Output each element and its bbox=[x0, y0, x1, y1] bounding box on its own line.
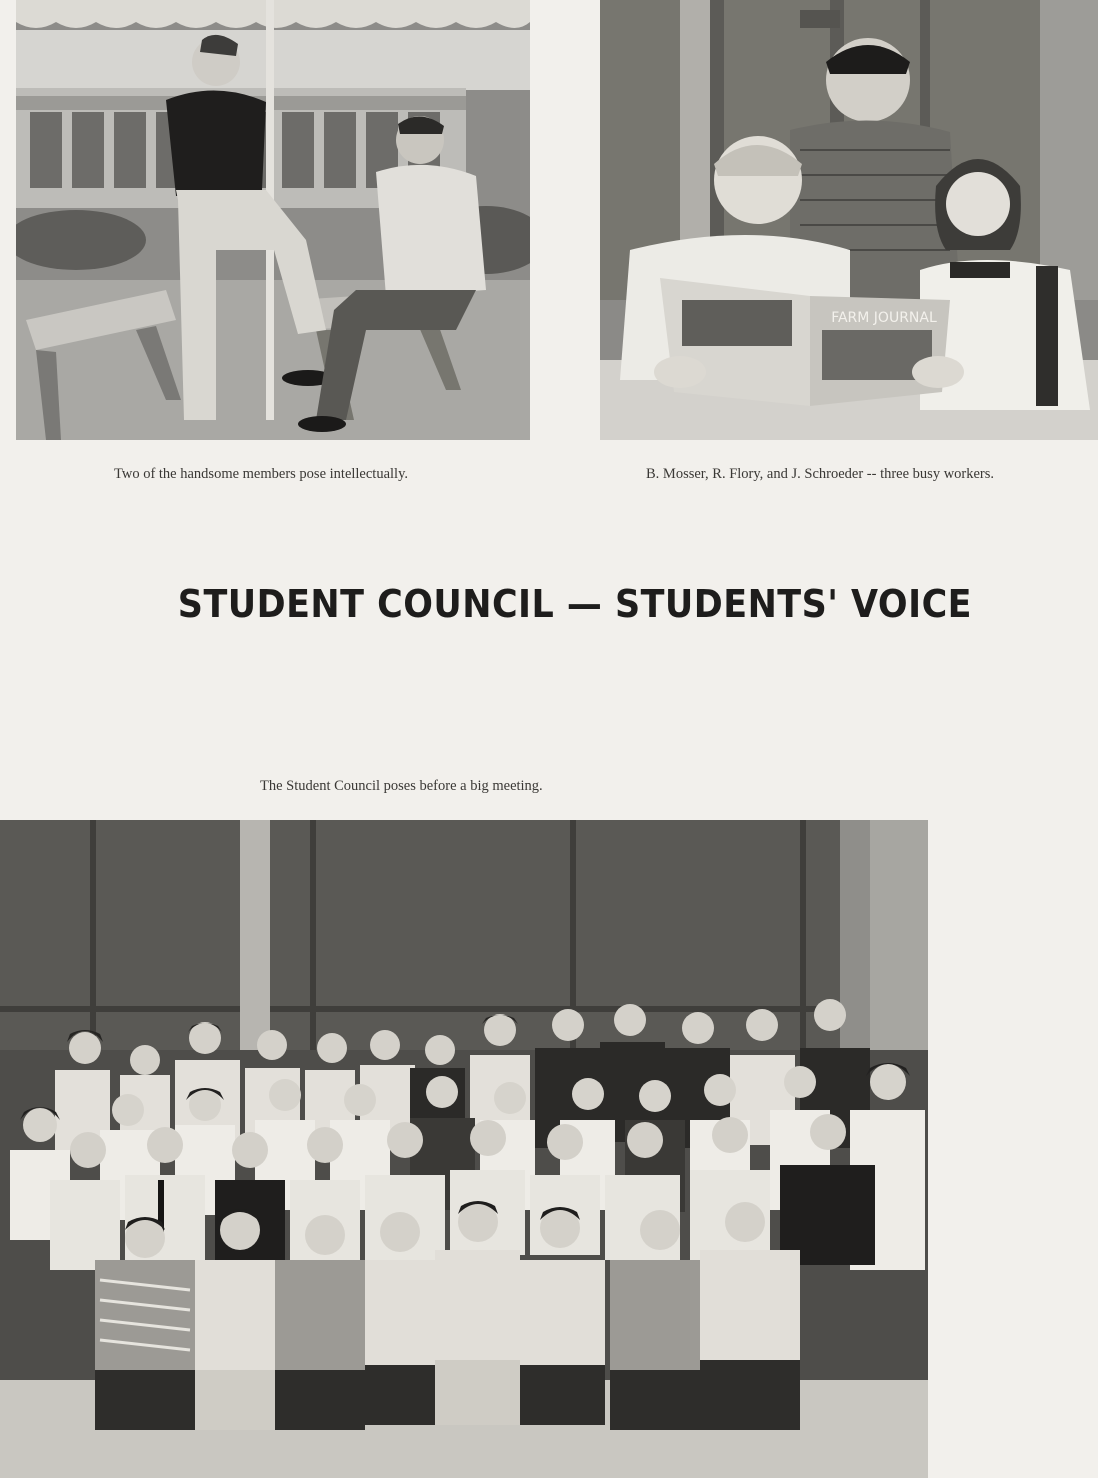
caption-two-members: Two of the handsome members pose intellectually. bbox=[114, 466, 409, 482]
page-title: STUDENT COUNCIL — STUDENTS' VOICE bbox=[177, 582, 973, 626]
photo-two-members bbox=[16, 0, 530, 440]
caption-group-photo: The Student Council poses before a big meeting. bbox=[260, 778, 543, 794]
photo-three-workers bbox=[600, 0, 1098, 440]
photo-student-council-group bbox=[0, 820, 928, 1478]
magazine-title: FARM JOURNAL bbox=[831, 310, 937, 326]
photo-student-council-group-image bbox=[0, 820, 928, 1478]
caption-three-workers: B. Mosser, R. Flory, and J. Schroeder -- three busy workers. bbox=[646, 466, 995, 482]
photo-three-workers-image bbox=[600, 0, 1098, 440]
photo-two-members-image bbox=[16, 0, 530, 440]
